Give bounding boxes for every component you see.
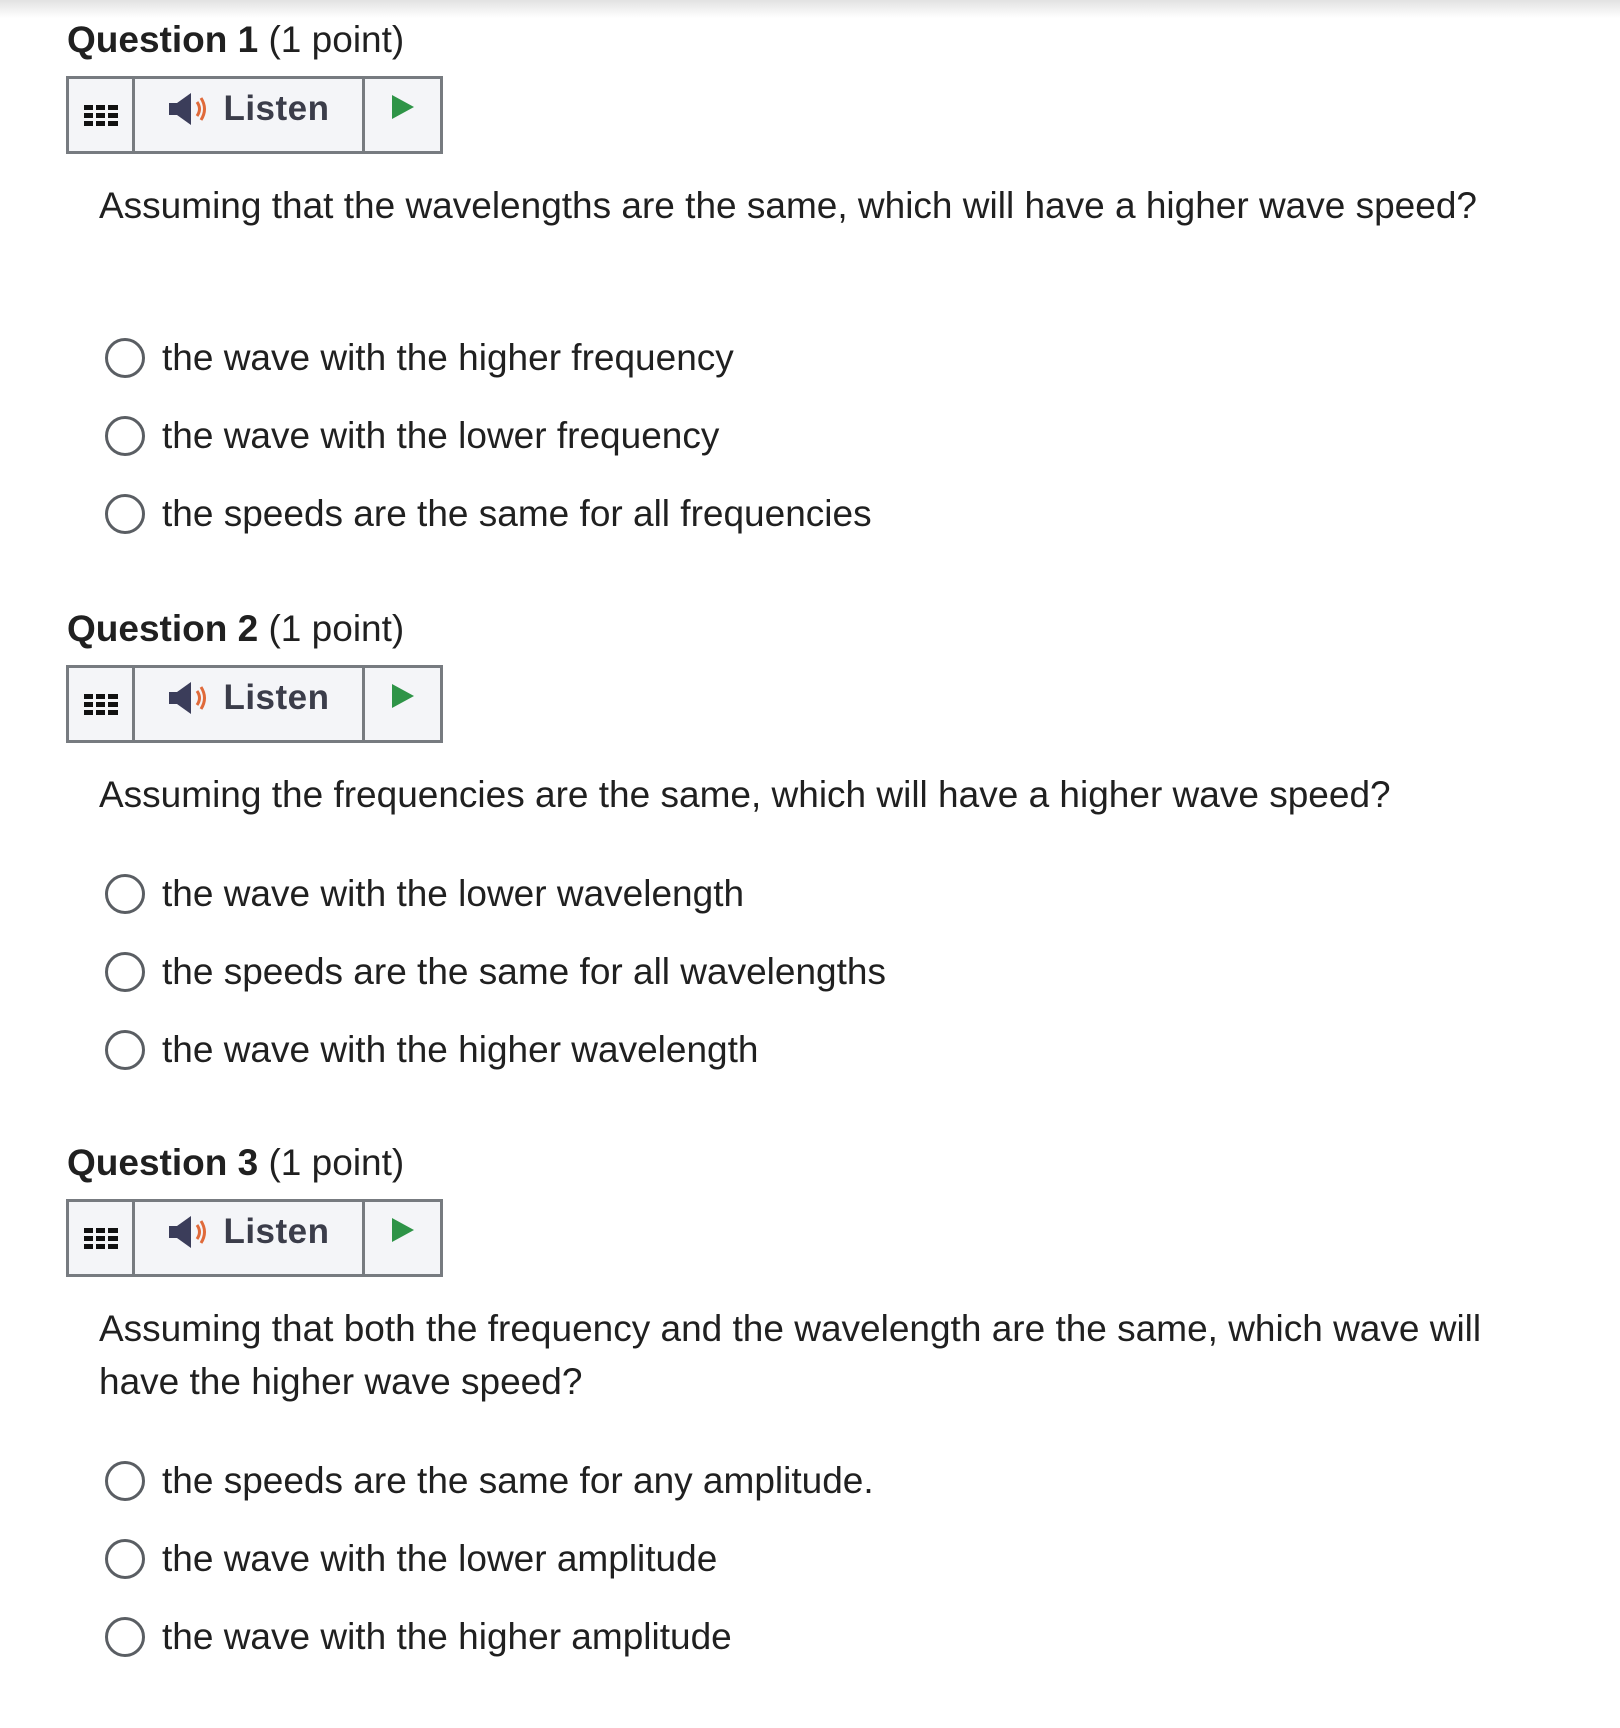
option-label: the wave with the lower frequency	[162, 415, 720, 456]
answer-option[interactable]	[105, 1535, 717, 1583]
question-title: Question 3	[67, 1142, 259, 1183]
top-shadow	[0, 0, 1620, 18]
play-button[interactable]	[365, 668, 440, 740]
option-label: the wave with the higher frequency	[162, 337, 734, 378]
hamburger-menu-icon	[84, 1224, 118, 1252]
play-icon	[390, 1216, 416, 1244]
hamburger-menu-icon	[84, 101, 118, 129]
question-header	[67, 1141, 404, 1185]
option-label: the wave with the higher wavelength	[162, 1029, 759, 1070]
answer-option[interactable]	[105, 948, 886, 996]
question-points: (1 point)	[268, 608, 405, 649]
answer-option[interactable]	[105, 1457, 874, 1505]
listen-label: Listen	[223, 678, 330, 717]
speaker-icon	[167, 678, 211, 718]
answer-option[interactable]	[105, 1613, 732, 1661]
option-label: the wave with the lower amplitude	[162, 1538, 718, 1579]
answer-option[interactable]	[105, 870, 744, 918]
play-button[interactable]	[365, 1202, 440, 1274]
hamburger-menu-icon	[84, 690, 118, 718]
listen-toolbar	[66, 76, 443, 154]
listen-label: Listen	[223, 1212, 330, 1251]
question-title: Question 2	[67, 608, 259, 649]
option-label: the speeds are the same for all wavelengths	[162, 951, 886, 992]
radio-unchecked-icon[interactable]	[105, 1030, 145, 1070]
radio-unchecked-icon[interactable]	[105, 338, 145, 378]
listen-button[interactable]	[135, 1202, 365, 1274]
option-label: the speeds are the same for all frequencies	[162, 493, 872, 534]
radio-unchecked-icon[interactable]	[105, 494, 145, 534]
question-prompt: Assuming that both the frequency and the wavelength are the same, which wave will have the higher wave speed?	[99, 1308, 1482, 1402]
radio-unchecked-icon[interactable]	[105, 1461, 145, 1501]
listen-button[interactable]	[135, 79, 365, 151]
question-points: (1 point)	[268, 19, 405, 60]
radio-unchecked-icon[interactable]	[105, 952, 145, 992]
question-title: Question 1	[67, 19, 259, 60]
option-label: the speeds are the same for any amplitude.	[162, 1460, 874, 1501]
listen-menu-button[interactable]	[69, 668, 135, 740]
answer-option[interactable]	[105, 334, 734, 382]
speaker-icon	[167, 1212, 211, 1252]
answer-option[interactable]	[105, 490, 872, 538]
listen-button[interactable]	[135, 668, 365, 740]
option-label: the wave with the lower wavelength	[162, 873, 745, 914]
radio-unchecked-icon[interactable]	[105, 416, 145, 456]
answer-option[interactable]	[105, 1026, 758, 1074]
question-prompt: Assuming the frequencies are the same, which will have a higher wave speed?	[99, 774, 1391, 815]
answer-option[interactable]	[105, 412, 719, 460]
radio-unchecked-icon[interactable]	[105, 1539, 145, 1579]
listen-toolbar	[66, 665, 443, 743]
listen-toolbar	[66, 1199, 443, 1277]
play-icon	[390, 682, 416, 710]
question-header	[67, 607, 404, 651]
listen-menu-button[interactable]	[69, 1202, 135, 1274]
question-prompt: Assuming that the wavelengths are the same, which will have a higher wave speed?	[99, 185, 1477, 226]
radio-unchecked-icon[interactable]	[105, 1617, 145, 1657]
question-header	[67, 18, 404, 62]
option-label: the wave with the higher amplitude	[162, 1616, 732, 1657]
play-icon	[390, 93, 416, 121]
speaker-icon	[167, 89, 211, 129]
radio-unchecked-icon[interactable]	[105, 874, 145, 914]
listen-label: Listen	[223, 89, 330, 128]
listen-menu-button[interactable]	[69, 79, 135, 151]
question-points: (1 point)	[268, 1142, 405, 1183]
play-button[interactable]	[365, 79, 440, 151]
